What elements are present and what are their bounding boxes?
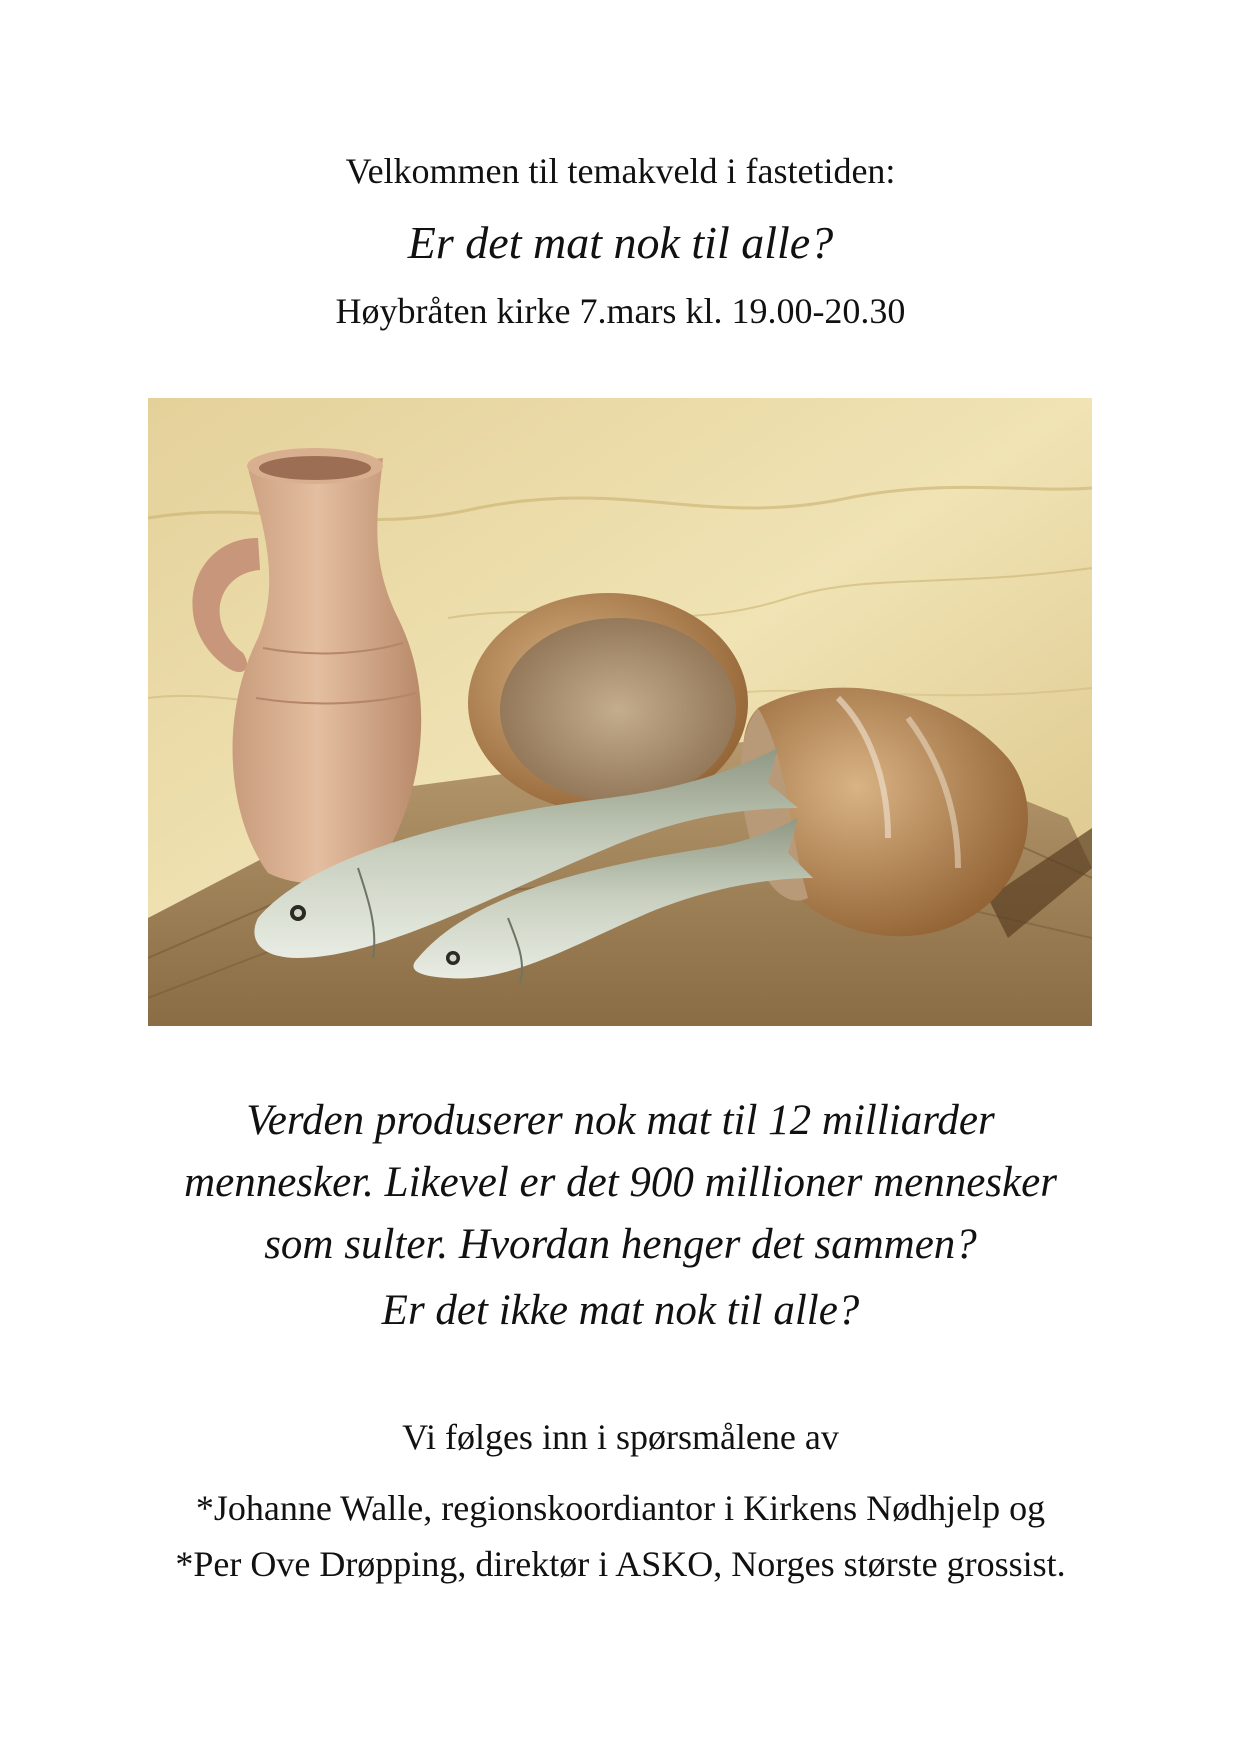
speaker-item: *Per Ove Drøpping, direktør i ASKO, Norges største grossist. <box>175 1544 1066 1584</box>
body-line-1: Verden produserer nok mat til 12 milliarder <box>246 1097 995 1144</box>
venue-date-time: Høybråten kirke 7.mars kl. 19.00-20.30 <box>335 291 906 331</box>
bread-and-fish-photo <box>148 398 1092 1026</box>
speakers-intro: Vi følges inn i spørsmålene av <box>402 1417 839 1457</box>
body-line-3: som sulter. Hvordan henger det sammen? <box>264 1221 977 1268</box>
intro-text: Velkommen til temakveld i fastetiden: <box>345 151 896 191</box>
event-title: Er det mat nok til alle? <box>407 217 834 268</box>
speaker-item: *Johanne Walle, regionskoordiantor i Kirkens Nødhjelp og <box>195 1488 1046 1528</box>
speakers-list <box>0 1480 1241 1592</box>
body-paragraph <box>0 1090 1241 1276</box>
closing-question: Er det ikke mat nok til alle? <box>381 1287 860 1334</box>
body-line-2: mennesker. Likevel er det 900 millioner mennesker <box>184 1159 1057 1206</box>
